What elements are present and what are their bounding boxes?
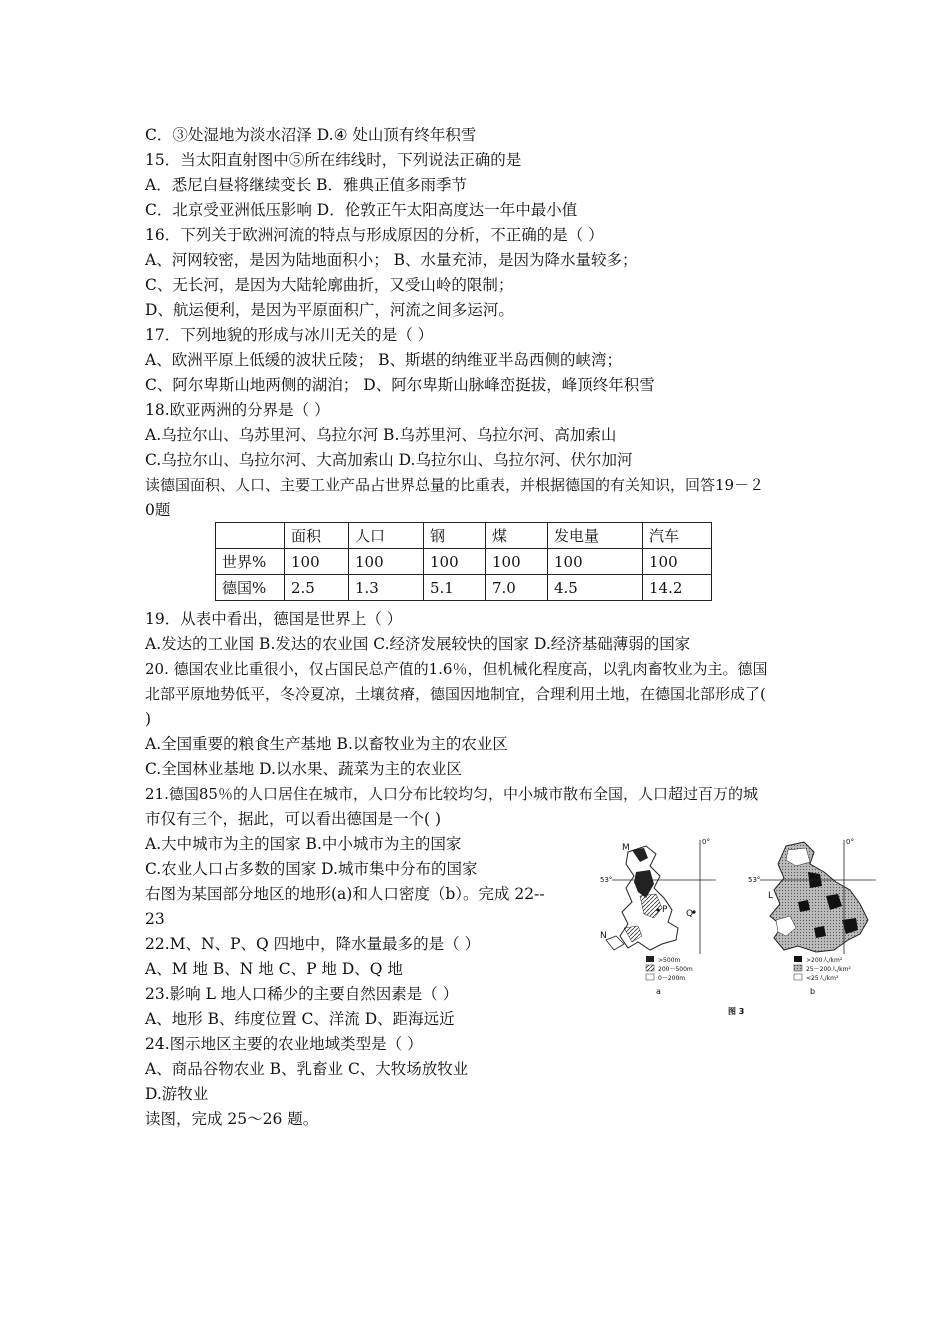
table-cell: 世界%: [216, 549, 285, 575]
table-cell: 1.3: [349, 575, 424, 601]
text-line: ): [145, 710, 152, 728]
text-line: 0题: [145, 501, 171, 519]
question-16: 16．下列关于欧洲河流的特点与形成原因的分析，不正确的是（ ）: [145, 226, 604, 244]
text-line: A.大中城市为主的国家 B.中小城市为主的国家: [145, 835, 462, 853]
map-b-legend-text: >200人/km²: [806, 957, 843, 964]
map-a-label-q: Q: [686, 909, 694, 919]
text-line: D.游牧业: [145, 1085, 209, 1103]
table-row: [216, 549, 712, 575]
question-17: 17．下列地貌的形成与冰川无关的是（ ）: [145, 326, 434, 344]
text-line: A、河网较密，是因为陆地面积小； B、水量充沛，是因为降水量较多；: [145, 251, 638, 269]
table-row: [216, 575, 712, 601]
table-header-cell: 钢: [424, 523, 486, 549]
table-header-cell: 煤: [486, 523, 548, 549]
text-line: A.全国重要的粮食生产基地 B.以畜牧业为主的农业区: [145, 735, 508, 753]
text-line: C．③处湿地为淡水沼泽 D.④ 处山顶有终年积雪: [145, 126, 477, 144]
map-b-label-lon: 0°: [846, 838, 854, 846]
text-line: 读图，完成 25～26 题。: [145, 1110, 319, 1128]
text-line: C.全国林业基地 D.以水果、蔬菜为主的农业区: [145, 760, 462, 778]
text-line: C.农业人口占多数的国家 D.城市集中分布的国家: [145, 860, 478, 878]
text-line: 23: [145, 910, 165, 928]
text-line: 右图为某国部分地区的地形(a)和人口密度（b）。完成 22--: [145, 885, 545, 903]
table-cell: 100: [424, 549, 486, 575]
text-line: 北部平原地势低平，冬冷夏凉，土壤贫瘠，德国因地制宜，合理利用土地，在德国北部形成了(: [145, 685, 766, 703]
map-b-legend-text: 25～200人/km²: [806, 966, 851, 973]
map-b-legend-swatch: [794, 965, 802, 971]
text-line: 读德国面积、人口、主要工业产品占世界总量的比重表，并根据德国的有关知识，回答19－２: [145, 476, 765, 494]
text-line: A、地形 B、纬度位置 C、洋流 D、距海远近: [145, 1010, 455, 1028]
map-a-legend-text: 200～500m: [658, 966, 693, 973]
text-line: A、M 地 B、N 地 C、P 地 D、Q 地: [145, 960, 403, 978]
table-cell: 7.0: [486, 575, 548, 601]
table-cell: 100: [643, 549, 712, 575]
text-line: A、商品谷物农业 B、乳畜业 C、大牧场放牧业: [145, 1060, 469, 1078]
map-a-terrain: [600, 838, 716, 996]
table-cell: 100: [548, 549, 643, 575]
table-row: [216, 523, 712, 549]
table-cell: 5.1: [424, 575, 486, 601]
question-22: 22.M、N、P、Q 四地中，降水量最多的是（ ）: [145, 935, 481, 953]
map-a-label-lat: 53°: [600, 876, 613, 884]
map-b-caption: b: [810, 987, 816, 996]
question-18: 18.欧亚两洲的分界是（ ）: [145, 401, 330, 419]
figure-caption: 图 3: [728, 1007, 745, 1016]
question-24: 24.图示地区主要的农业地域类型是（ ）: [145, 1035, 423, 1053]
table-header-cell: 发电量: [548, 523, 643, 549]
map-b-legend-swatch: [794, 974, 802, 980]
text-line: A.乌拉尔山、乌苏里河、乌拉尔河 B.乌苏里河、乌拉尔河、高加索山: [145, 426, 617, 444]
text-line: C、无长河，是因为大陆轮廓曲折，又受山岭的限制；: [145, 276, 514, 294]
table-header-cell: 汽车: [643, 523, 712, 549]
map-b-density: [748, 838, 876, 996]
map-a-label-m: M: [622, 843, 630, 853]
map-a-legend-swatch: [646, 965, 654, 971]
table-cell: 4.5: [548, 575, 643, 601]
text-line: D、航运便利，是因为平原面积广，河流之间多运河。: [145, 301, 514, 319]
map-b-legend-swatch: [794, 956, 802, 962]
map-b-dense-area: [798, 900, 810, 912]
germany-share-table: [215, 522, 712, 601]
table-header-cell: 人口: [349, 523, 424, 549]
table-cell: 100: [285, 549, 349, 575]
map-b-legend-text: <25人/km²: [806, 975, 839, 982]
question-23: 23.影响 L 地人口稀少的主要自然因素是（ ）: [145, 985, 459, 1003]
text-line: A、欧洲平原上低缓的波状丘陵； B、斯堪的纳维亚半岛西侧的峡湾；: [145, 351, 623, 369]
map-a-label-p: P: [662, 905, 668, 915]
text-line: 市仅有三个，据此，可以看出德国是一个( ): [145, 810, 442, 828]
table-cell: 德国%: [216, 575, 285, 601]
map-a-legend-text: 0～200m: [658, 975, 686, 982]
map-a-legend-swatch: [646, 974, 654, 980]
text-line: C.乌拉尔山、乌拉尔河、大高加索山 D.乌拉尔山、乌拉尔河、伏尔加河: [145, 451, 633, 469]
text-line: C．北京受亚洲低压影响 D．伦敦正午太阳高度达一年中最小值: [145, 201, 578, 219]
text-line: C、阿尔卑斯山地两侧的湖泊； D、阿尔卑斯山脉峰峦挺拔，峰顶终年积雪: [145, 376, 655, 394]
map-a-label-n: N: [600, 931, 607, 941]
map-a-point-p: [656, 908, 659, 911]
map-b-dense-area: [814, 926, 826, 938]
question-21: 21.德国85％的人口居住在城市，人口分布比较均匀，中小城市散布全国，人口超过百万的城: [145, 785, 758, 803]
map-b-label-l: L: [768, 891, 774, 901]
table-cell: 2.5: [285, 575, 349, 601]
table-cell: 100: [486, 549, 548, 575]
table-cell: 100: [349, 549, 424, 575]
question-20: 20. 德国农业比重很小，仅占国民总产值的1.6％，但机械化程度高，以乳肉畜牧业为主。德国: [145, 660, 768, 678]
table-cell: 14.2: [643, 575, 712, 601]
map-a-legend-text: >500m: [658, 957, 681, 964]
map-a-legend-swatch: [646, 956, 654, 962]
text-line: A.发达的工业国 B.发达的农业国 C.经济发展较快的国家 D.经济基础薄弱的国家: [145, 635, 691, 653]
map-a-caption: a: [656, 987, 661, 996]
map-a-label-lon: 0°: [702, 838, 710, 846]
question-15: 15．当太阳直射图中⑤所在纬线时，下列说法正确的是: [145, 151, 522, 169]
maps-svg: [598, 832, 898, 1022]
map-b-label-lat: 53°: [748, 876, 761, 884]
figure-3-maps: [598, 832, 898, 1022]
table-header-cell: [216, 523, 285, 549]
table-header-cell: 面积: [285, 523, 349, 549]
text-line: A．悉尼白昼将继续变长 B．雅典正值多雨季节: [145, 176, 468, 194]
question-19: 19．从表中看出，德国是世界上（ ）: [145, 610, 403, 628]
